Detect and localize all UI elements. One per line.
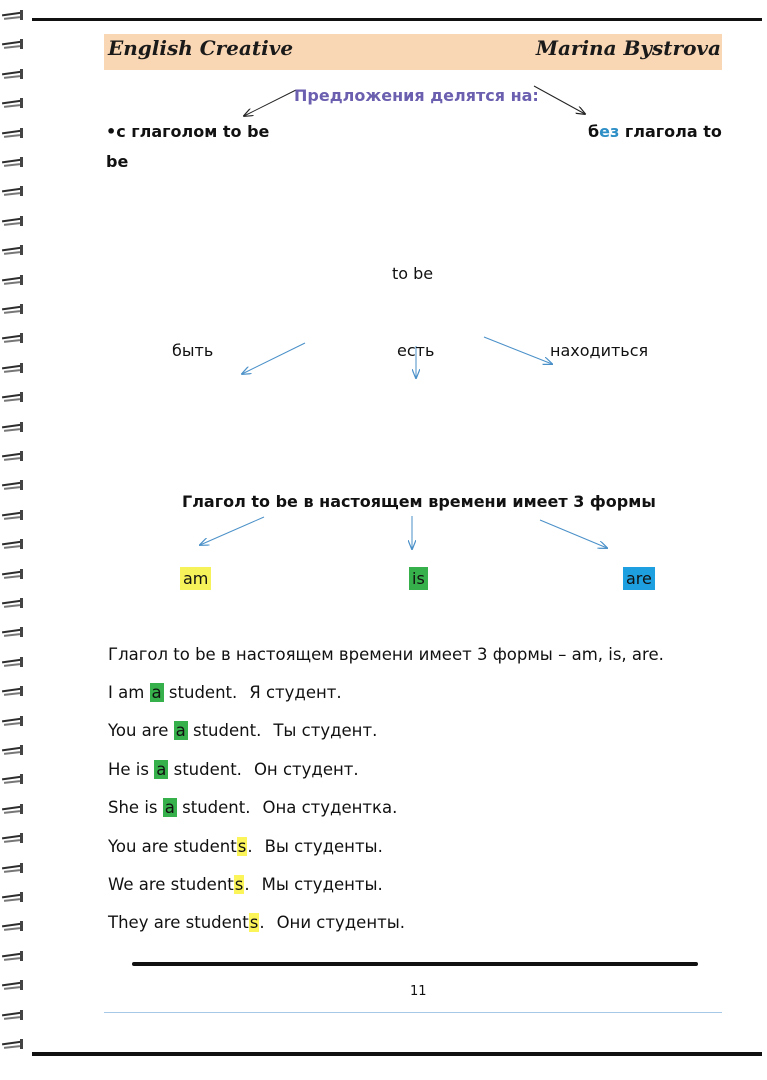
bullet-without-to-be [588,122,722,141]
example-row [108,721,377,740]
example-highlight: a [151,683,162,702]
arrow-left-black [244,90,296,116]
example-row [108,837,383,856]
example-en-end: . [244,875,250,894]
example-en-end: student. [187,721,262,740]
arrow-to-am [200,517,264,545]
header-author-right: Marina Bystrova [535,36,721,60]
bullet-with-to-be-continued: be [106,152,129,171]
meaning-est: есть [397,341,435,360]
example-en-end: student. [168,760,242,779]
arrow-to-are [540,520,607,548]
arrow-to-nahoditsya [484,337,552,364]
example-en: You are [108,721,174,740]
without-prefix-plain: б [588,122,600,141]
example-highlight: s [249,913,259,932]
footer-rule [132,962,698,966]
forms-title: Глагол to be в настоящем времени имеет 3 формы [182,492,656,511]
example-en-end: . [247,837,253,856]
intro-title: Предложения делятся на: [294,86,539,105]
example-en-end: . [259,913,265,932]
example-en: I am [108,683,150,702]
form-am: am [180,567,211,590]
header-brand-left: English Creative [108,36,294,60]
form-is: is [409,567,428,590]
arrow-to-byt [242,343,305,374]
example-row [108,798,397,817]
example-en: We are student [108,875,234,894]
meaning-nahoditsya: находиться [550,341,649,360]
examples-summary: Глагол to be в настоящем времени имеет 3 формы – am, is, are. [108,645,664,664]
example-highlight: a [164,798,175,817]
example-ru: Ты студент. [273,721,378,740]
to-be-heading: to be [392,264,434,283]
example-ru: Они студенты. [276,913,405,932]
example-en-end: student. [176,798,251,817]
example-en: They are student [108,913,249,932]
example-en-end: student. [163,683,238,702]
page-number: 11 [410,984,427,999]
example-ru: Она студентка. [262,798,398,817]
example-ru: Вы студенты. [264,837,383,856]
example-row [108,875,383,894]
example-row [108,760,359,779]
form-are: are [623,567,655,590]
example-ru: Он студент. [253,760,359,779]
bullet-with-to-be: •с глаголом to be [106,122,270,141]
example-en: You are student [108,837,237,856]
footer-blue-rule [104,1012,722,1013]
without-prefix-blue: ез [599,122,620,141]
example-en: She is [108,798,163,817]
arrow-right-black [534,86,585,114]
example-highlight: s [234,875,244,894]
bottom-rule [32,1052,762,1056]
example-row [108,683,342,702]
example-highlight: a [156,760,167,779]
example-row [108,913,405,932]
example-en: He is [108,760,155,779]
without-rest: глагола to [619,122,722,141]
meaning-byt: быть [172,341,214,360]
example-ru: Мы студенты. [261,875,383,894]
example-ru: Я студент. [249,683,342,702]
example-highlight: a [175,721,186,740]
example-highlight: s [237,837,247,856]
